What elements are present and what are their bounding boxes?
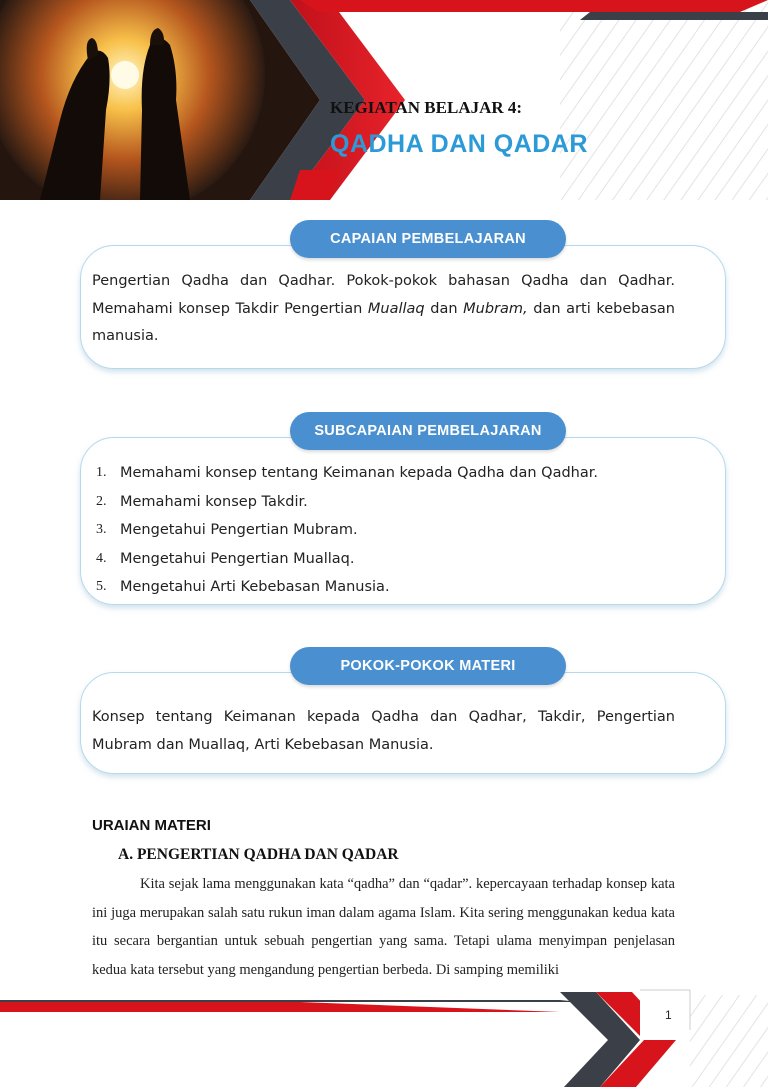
list-item: 4. Mengetahui Pengertian Muallaq. [96, 550, 355, 567]
capaian-text: Pengertian Qadha dan Qadhar. Pokok-pokok bahasan Qadha dan Qadhar. Memahami konsep Takdir Pengertian Muallaq dan Mubram, dan arti kebebasan manusia. [92, 273, 675, 344]
section-a-heading: A. PENGERTIAN QADHA DAN QADAR [118, 846, 399, 863]
pokok-label: POKOK-POKOK MATERI [290, 647, 566, 685]
page-number: 1 [665, 1008, 672, 1022]
uraian-heading: URAIAN MATERI [92, 817, 211, 834]
list-item: 1. Memahami konsep tentang Keimanan kepada Qadha dan Qadhar. [96, 465, 598, 481]
list-item: 3. Mengetahui Pengertian Mubram. [96, 522, 358, 538]
page-title: QADHA DAN QADAR [330, 130, 588, 158]
subcapaian-list [96, 459, 598, 602]
body-paragraph: Kita sejak lama menggunakan kata “qadha” dan “qadar”. kepercayaan terhadap konsep kata ini juga merupakan salah satu rukun iman dalam agama Islam. Kita sering menggunakan kedua kata itu secara bergantian untuk sebuah pengertian yang sama. Tetapi ulama menyimpan penjelasan kedua kata tersebut yang mengandung pengertian berbeda. Di samping memiliki [92, 876, 675, 978]
list-item: 2. Memahami konsep Takdir. [96, 493, 308, 510]
subcapaian-label: SUBCAPAIAN PEMBELAJARAN [290, 412, 566, 450]
list-item: 5. Mengetahui Arti Kebebasan Manusia. [96, 579, 390, 595]
capaian-label: CAPAIAN PEMBELAJARAN [290, 220, 566, 258]
kegiatan-label: KEGIATAN BELAJAR 4: [330, 98, 523, 117]
pokok-text: Konsep tentang Keimanan kepada Qadha dan Qadhar, Takdir, Pengertian Mubram dan Muallaq, Arti Kebebasan Manusia. [92, 709, 675, 753]
